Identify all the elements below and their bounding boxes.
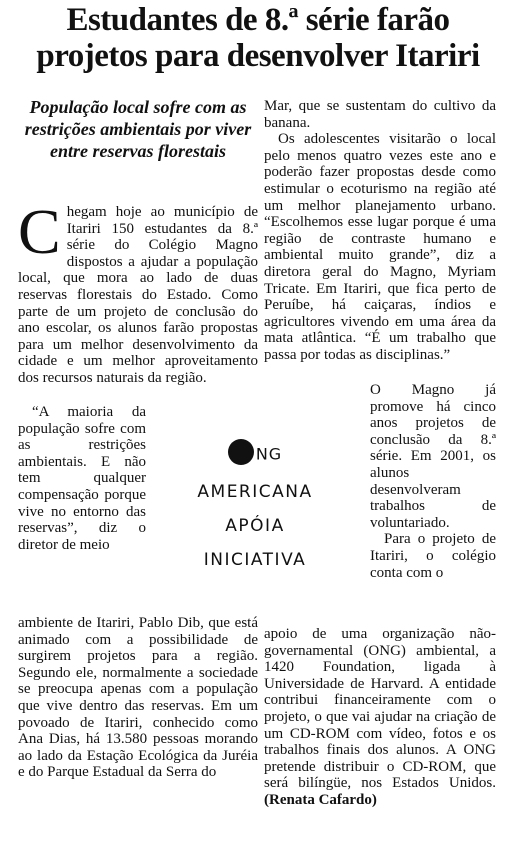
paragraph-magno-history: O Magno já promove há cinco anos projetos de conclusão da 8.ª série. Em 2001, os alunos desenvolveram trabalhos de voluntariado. — [370, 382, 496, 531]
pull-quote-line-2: APÓIA — [225, 516, 285, 536]
paragraph-dib-continued: ambiente de Itariri, Pablo Dib, que está animado com a possibilidade de surgirem projetos para a região. Segundo ele, normalmente a sociedade se preocupa apenas com a população que vive dentro das reservas. Em um povoado de Itariri, conhecido como Ana Dias, há 13.580 pessoas morando ao lado da Estação Ecológica da Juréia e do Parque Estadual da Serra do — [18, 615, 258, 781]
paragraph-ong-support-text: apoio de uma organização não-governamental (ONG) ambiental, a 1420 Foundation, ligada à Universidade de Harvard. A entidade contribui financeiramente com o projeto, o que vai ajudar na criação de um CD-ROM com vídeo, fotos e os trabalhos finais dos alunos. A ONG pretende distribuir o CD-ROM, que será bilíngüe, nos Estados Unidos. — [264, 626, 496, 792]
paragraph-intro — [18, 196, 258, 387]
article-column-left-narrow — [18, 404, 146, 553]
pull-quote-box — [155, 418, 355, 600]
paragraph-project: Para o projeto de Itariri, o colégio conta com o — [370, 531, 496, 581]
article-column-left-bottom — [18, 615, 258, 781]
pull-quote-line-3: INICIATIVA — [203, 550, 307, 570]
article-column-right-top — [264, 98, 496, 364]
drop-cap: C — [18, 196, 61, 267]
pull-quote-line-1: AMERICANA — [197, 482, 313, 502]
paragraph-ong-support — [264, 626, 496, 809]
subheadline: População local sofre com as restrições ambientais por viver entre reservas florestais — [24, 97, 252, 161]
paragraph-visits: Os adolescentes visitarão o local pelo menos quatro vezes este ano e poderão fazer propostas desde como estimular o ecoturismo na região até um melhor planejamento urbano. “Escolhemos esse lugar porque é uma região de contraste humano e ambiental muito grande”, diz a diretora geral do Magno, Myriam Tricate. Em Itariri, que fica perto de Peruíbe, há caiçaras, índios e agricultores vivendo em uma área da mata atlântica. “É um trabalho que passa por todas as disciplinas.” — [264, 131, 496, 363]
article-column-right-narrow — [370, 382, 496, 581]
headline-line-1: Estudantes de 8.ª série farão — [66, 2, 450, 38]
headline — [18, 2, 498, 74]
headline-line-2: projetos para desenvolver Itariri — [36, 38, 480, 74]
paragraph-intro-text: hegam hoje ao município de Itariri 150 estudantes da 8.ª série do Colégio Magno dispostos a ajudar a população local, que mora ao lado de duas reservas florestais do Estado. Como parte de um projeto de conclusão do ano escolar, os alunos farão propostas para um melhor desenvolvimento da cidade e um melhor aproveitamento dos recursos naturais da região. — [18, 204, 258, 386]
filled-circle-o-icon — [228, 439, 254, 465]
article-column-right-bottom — [264, 626, 496, 809]
paragraph-dib-end: Mar, que se sustentam do cultivo da banana. — [264, 98, 496, 131]
pull-quote-ong — [155, 442, 355, 468]
author-byline: (Renata Cafardo) — [264, 791, 377, 808]
paragraph-quote-dib: “A maioria da população sofre com as restrições ambientais. E não tem qualquer compensação porque vive no entorno das reservas”, diz o diretor de meio — [18, 404, 146, 553]
pull-quote-ong-text: NG — [255, 444, 283, 464]
article-column-left-top — [18, 196, 258, 387]
